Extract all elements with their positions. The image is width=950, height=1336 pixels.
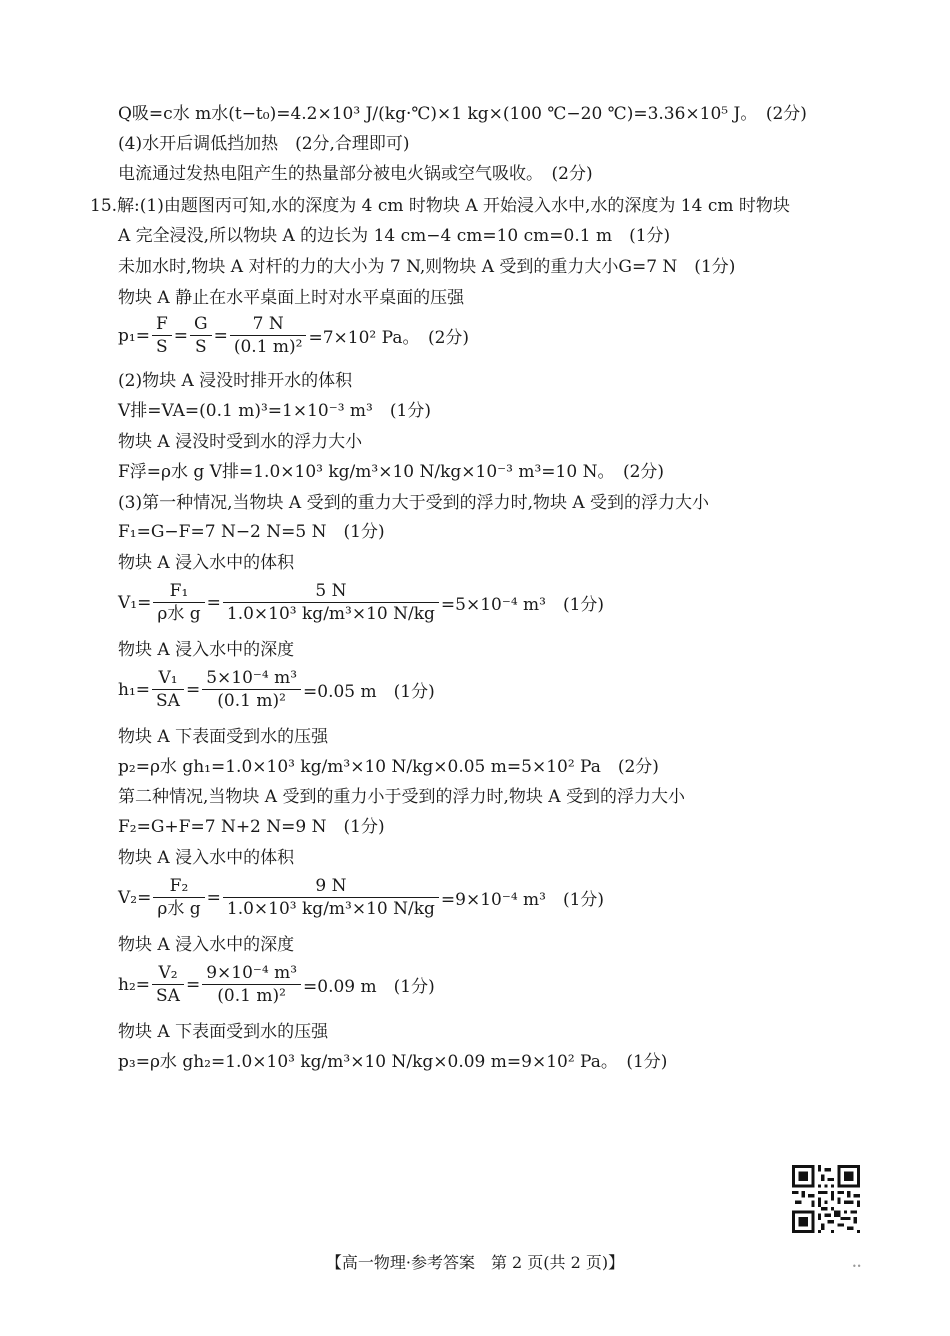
answer-line: F₂=G+F=7 N+2 N=9 N (1分) xyxy=(118,817,385,837)
answer-line: V排=VA=(0.1 m)³=1×10⁻³ m³ (1分) xyxy=(118,401,431,421)
answer-line: p₃=ρ水 gh₂=1.0×10³ kg/m³×10 N/kg×0.09 m=9×10² Pa。 (1分) xyxy=(118,1052,668,1072)
answer-line: 物块 A 浸入水中的深度 xyxy=(118,640,295,660)
fraction: $\frac{G}{S}$ xyxy=(190,314,212,357)
equation-h2: h₂= $\frac{\text{V₂}}{SA}$ = $\frac{\text{9×10⁻⁴ m³}}{\text{(0.1 m)²}}$ =0.09 m (1分) xyxy=(118,963,435,1006)
answer-line: p₂=ρ水 gh₁=1.0×10³ kg/m³×10 N/kg×0.05 m=5×10² Pa (2分) xyxy=(118,757,659,777)
fraction: $\frac{\text{F₂}}{\text{ρ水 g}}$ xyxy=(153,876,204,919)
answer-line: F浮=ρ水 g V排=1.0×10³ kg/m³×10 N/kg×10⁻³ m³=10 N。 (2分) xyxy=(118,462,665,482)
fraction: $\frac{\text{F₁}}{\text{ρ水 g}}$ xyxy=(153,581,204,624)
page-footer: 【高一物理·参考答案 第 2 页(共 2 页)】 xyxy=(325,1253,625,1272)
answer-line: 物块 A 下表面受到水的压强 xyxy=(118,1022,329,1042)
answer-line: 物块 A 浸入水中的体积 xyxy=(118,848,295,868)
equation-p1: p₁= $\frac{F}{S}$ = $\frac{G}{S}$ = $\frac{7 N}{\text{(0.1 m)²}}$ =7×10² Pa。 (2分) xyxy=(118,314,470,357)
fraction: $\frac{5 N}{\text{1.0×10³ kg/m³×10 N/kg}}$ xyxy=(223,581,439,624)
answer-line: F₁=G−F=7 N−2 N=5 N (1分) xyxy=(118,522,385,542)
answer-line: 电流通过发热电阻产生的热量部分被电火锅或空气吸收。 (2分) xyxy=(118,164,593,184)
fraction: $\frac{\text{5×10⁻⁴ m³}}{\text{(0.1 m)²}}$ xyxy=(202,668,301,711)
fraction: $\frac{\text{V₁}}{SA}$ xyxy=(152,668,184,711)
fraction: $\frac{\text{9×10⁻⁴ m³}}{\text{(0.1 m)²}}$ xyxy=(202,963,301,1006)
answer-line: (4)水开后调低挡加热 (2分,合理即可) xyxy=(118,134,410,154)
fraction: $\frac{F}{S}$ xyxy=(152,314,172,357)
answer-line: 未加水时,物块 A 对杆的力的大小为 7 N,则物块 A 受到的重力大小G=7 N (1分) xyxy=(118,257,736,277)
equation-h1: h₁= $\frac{\text{V₁}}{SA}$ = $\frac{\text{5×10⁻⁴ m³}}{\text{(0.1 m)²}}$ =0.05 m (1分) xyxy=(118,668,435,711)
answer-line: 物块 A 浸没时受到水的浮力大小 xyxy=(118,432,363,452)
answer-line: Q吸=c水 m水(t−t₀)=4.2×10³ J/(kg·℃)×1 kg×(100 ℃−20 ℃)=3.36×10⁵ J。 (2分) xyxy=(118,104,807,124)
answer-line: 物块 A 浸入水中的体积 xyxy=(118,553,295,573)
answer-line: 物块 A 浸入水中的深度 xyxy=(118,935,295,955)
equation-v1: V₁= $\frac{\text{F₁}}{\text{ρ水 g}}$ = $\frac{5 N}{\text{1.0×10³ kg/m³×10 N/kg}}$ =5×10⁻⁴ m³ (1分) xyxy=(118,581,605,624)
qr-code-icon xyxy=(792,1165,860,1233)
answer-line: 物块 A 下表面受到水的压强 xyxy=(118,727,329,747)
answer-line: A 完全浸没,所以物块 A 的边长为 14 cm−4 cm=10 cm=0.1 m (1分) xyxy=(118,226,671,246)
fraction: $\frac{9 N}{\text{1.0×10³ kg/m³×10 N/kg}}$ xyxy=(223,876,439,919)
question-15-heading: 15.解:(1)由题图丙可知,水的深度为 4 cm 时物块 A 开始浸入水中,水的深度为 14 cm 时物块 xyxy=(90,196,790,216)
answer-line: 第二种情况,当物块 A 受到的重力小于受到的浮力时,物块 A 受到的浮力大小 xyxy=(118,787,685,807)
fraction: $\frac{\text{V₂}}{SA}$ xyxy=(152,963,184,1006)
decorative-mark: •• xyxy=(852,1262,862,1271)
answer-line: (3)第一种情况,当物块 A 受到的重力大于受到的浮力时,物块 A 受到的浮力大小 xyxy=(118,493,710,513)
fraction: $\frac{7 N}{\text{(0.1 m)²}}$ xyxy=(230,314,307,357)
answer-line: 物块 A 静止在水平桌面上时对水平桌面的压强 xyxy=(118,288,465,308)
answer-line: (2)物块 A 浸没时排开水的体积 xyxy=(118,371,353,391)
equation-v2: V₂= $\frac{\text{F₂}}{\text{ρ水 g}}$ = $\frac{9 N}{\text{1.0×10³ kg/m³×10 N/kg}}$ =9×10⁻⁴ m³ (1分) xyxy=(118,876,605,919)
